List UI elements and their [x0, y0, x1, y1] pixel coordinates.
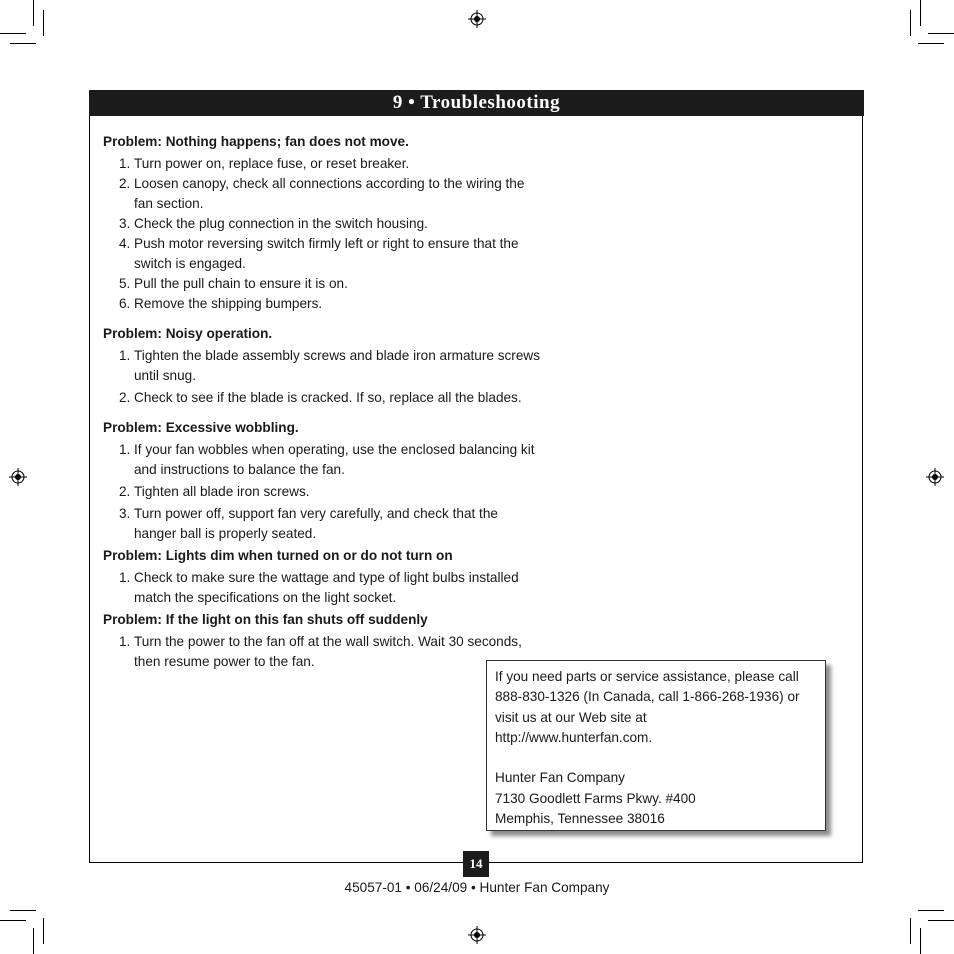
list-item: [103, 294, 573, 314]
crop-mark: [920, 928, 921, 954]
list-item: [103, 214, 573, 234]
contact-info-box: [486, 660, 826, 831]
crop-mark: [43, 10, 44, 36]
page-number: 14: [463, 851, 489, 877]
step-number: 3.: [119, 216, 131, 231]
step-text: Check to make sure the wattage and type of light bulbs installed: [134, 570, 519, 585]
step-text: then resume power to the fan.: [134, 654, 315, 669]
step-number: 1.: [119, 634, 131, 649]
step-number: 2.: [119, 176, 131, 191]
registration-mark-icon: [9, 468, 27, 486]
list-item: [103, 154, 573, 174]
step-number: 2.: [119, 484, 131, 499]
contact-line: If you need parts or service assistance, please call: [495, 669, 799, 684]
step-number: 1.: [119, 570, 131, 585]
step-number: 1.: [119, 348, 131, 363]
step-text: Check to see if the blade is cracked. If so, replace all the blades.: [134, 390, 522, 405]
crop-mark: [918, 43, 944, 44]
crop-mark: [10, 910, 36, 911]
solution-list: [103, 346, 573, 408]
registration-mark-icon: [468, 10, 486, 28]
contact-line: 888-830-1326 (In Canada, call 1-866-268-1936) or: [495, 689, 800, 705]
step-text: If your fan wobbles when operating, use the enclosed balancing kit: [134, 442, 535, 457]
step-text: fan section.: [134, 196, 204, 211]
step-text: Turn power off, support fan very carefully, and check that the: [134, 506, 498, 521]
crop-mark: [928, 33, 954, 34]
step-number: 4.: [119, 236, 131, 251]
registration-mark-icon: [926, 468, 944, 486]
crop-mark: [33, 0, 34, 26]
step-text: Check the plug connection in the switch housing.: [134, 216, 428, 231]
company-address: 7130 Goodlett Farms Pkwy. #400: [495, 790, 696, 806]
crop-mark: [10, 43, 36, 44]
step-text: Turn the power to the fan off at the wall switch. Wait 30 seconds,: [134, 634, 522, 649]
crop-mark: [928, 920, 954, 921]
solution-list: [103, 440, 573, 544]
step-text: and instructions to balance the fan.: [134, 462, 345, 477]
crop-mark: [918, 910, 944, 911]
list-item: [103, 440, 573, 480]
solution-list: [103, 154, 573, 314]
list-item: [103, 568, 573, 608]
problem-title: Problem: Noisy operation.: [103, 326, 273, 341]
list-item: [103, 504, 573, 544]
step-number: 1.: [119, 442, 131, 457]
crop-mark: [0, 33, 26, 34]
step-text: Loosen canopy, check all connections according to the wiring the: [134, 176, 525, 191]
step-number: 3.: [119, 506, 131, 521]
list-item: [103, 234, 573, 274]
list-item: [103, 346, 573, 386]
problem-title: Problem: If the light on this fan shuts off suddenly: [103, 612, 428, 627]
list-item: [103, 174, 573, 214]
contact-spacer: [495, 748, 817, 768]
problem-title: Problem: Nothing happens; fan does not move.: [103, 134, 409, 149]
step-number: 5.: [119, 276, 131, 291]
contact-line: visit us at our Web site at: [495, 709, 647, 725]
list-item: [103, 482, 573, 502]
list-item: [103, 274, 573, 294]
step-text: Turn power on, replace fuse, or reset breaker.: [134, 156, 410, 171]
crop-mark: [0, 920, 26, 921]
problem-title: Problem: Excessive wobbling.: [103, 420, 299, 435]
crop-mark: [910, 10, 911, 36]
step-text: until snug.: [134, 368, 196, 383]
crop-mark: [33, 928, 34, 954]
website-link[interactable]: http://www.hunterfan.com.: [495, 729, 653, 745]
crop-mark: [43, 918, 44, 944]
list-item: [103, 388, 573, 408]
step-text: Tighten all blade iron screws.: [134, 484, 310, 499]
step-text: hanger ball is properly seated.: [134, 526, 317, 541]
step-text: Remove the shipping bumpers.: [134, 296, 323, 311]
step-text: Push motor reversing switch firmly left or right to ensure that the: [134, 236, 519, 251]
section-title: 9 • Troubleshooting: [89, 90, 864, 116]
company-name: Hunter Fan Company: [495, 770, 625, 786]
step-text: match the specifications on the light socket.: [134, 590, 397, 605]
crop-mark: [910, 918, 911, 944]
crop-mark: [920, 0, 921, 26]
step-number: 2.: [119, 390, 131, 405]
registration-mark-icon: [468, 926, 486, 944]
problem-title: Problem: Lights dim when turned on or do not turn on: [103, 548, 453, 563]
step-text: Pull the pull chain to ensure it is on.: [134, 276, 348, 291]
footer-text: 45057-01 • 06/24/09 • Hunter Fan Company: [344, 880, 610, 895]
step-number: 6.: [119, 296, 131, 311]
troubleshooting-content: [103, 132, 573, 682]
company-city: Memphis, Tennessee 38016: [495, 811, 665, 827]
step-text: switch is engaged.: [134, 256, 246, 271]
solution-list: [103, 568, 573, 608]
step-number: 1.: [119, 156, 131, 171]
step-text: Tighten the blade assembly screws and blade iron armature screws: [134, 348, 540, 363]
